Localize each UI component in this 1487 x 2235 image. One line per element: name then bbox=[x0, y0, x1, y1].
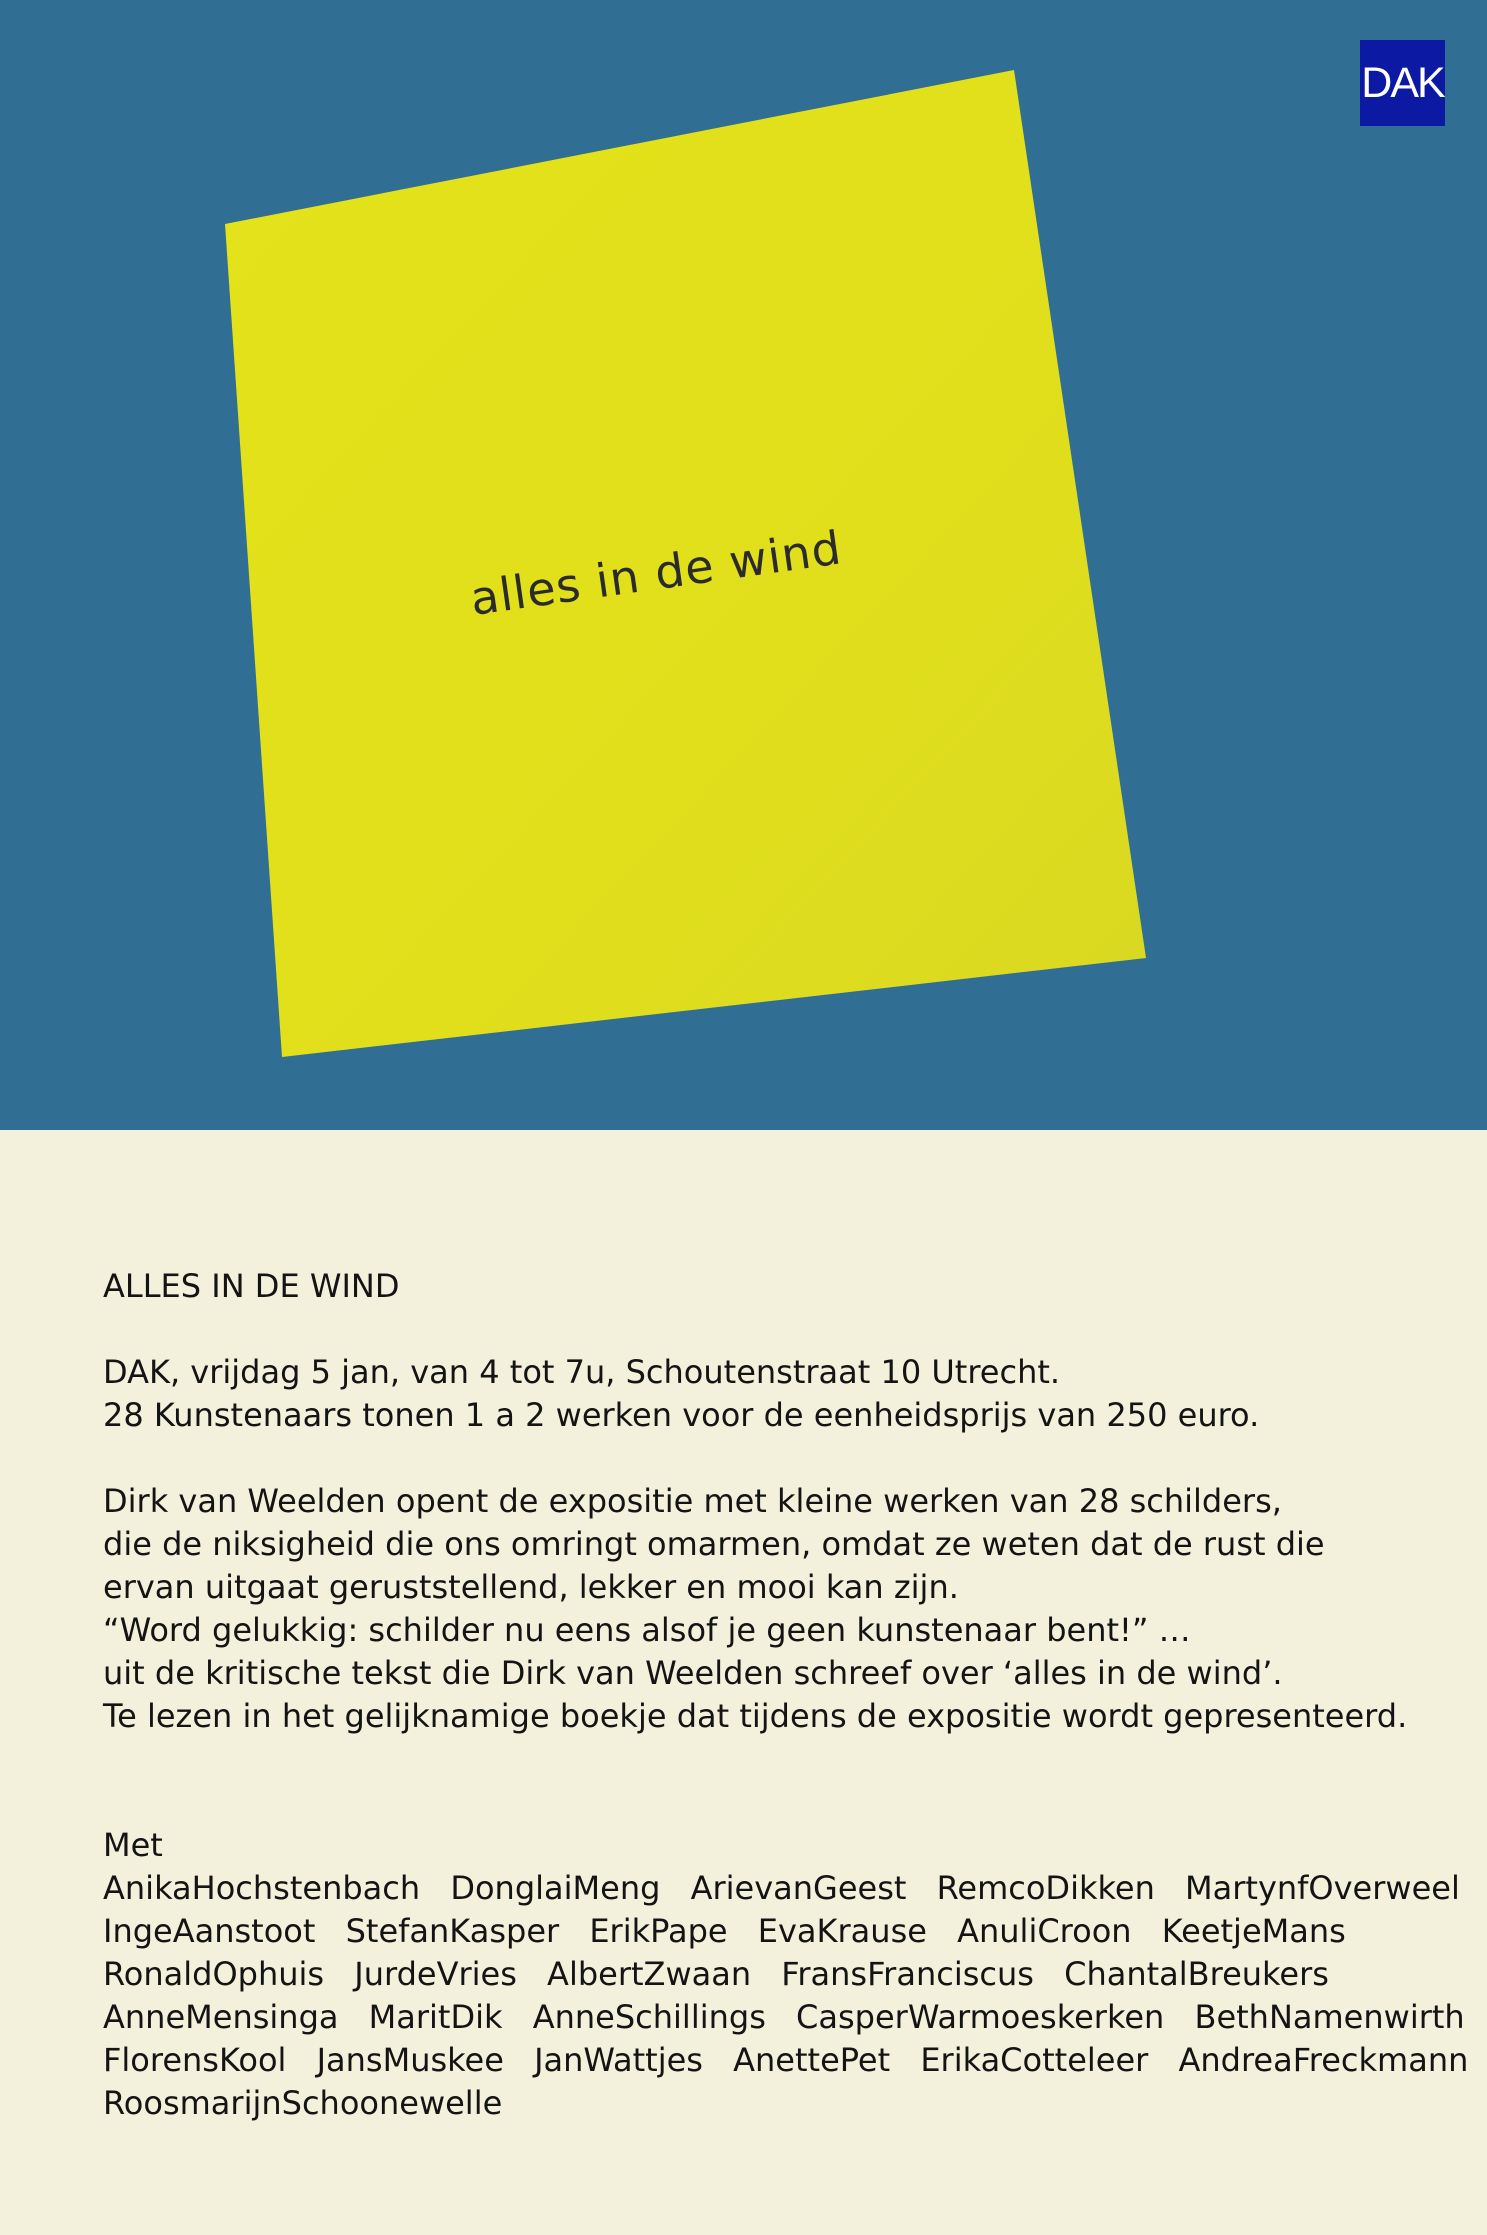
artist-name: MaritDik bbox=[368, 1998, 503, 2036]
artist-name: ChantalBreukers bbox=[1064, 1955, 1329, 1993]
body-line: ervan uitgaat geruststellend, lekker en mooi kan zijn. bbox=[103, 1568, 959, 1606]
artist-name: AnuliCroon bbox=[957, 1912, 1132, 1950]
artist-name: KeetjeMans bbox=[1161, 1912, 1346, 1950]
artist-name: ArievanGeest bbox=[690, 1869, 907, 1907]
artist-name: RoosmarijnSchoonewelle bbox=[103, 2084, 503, 2122]
artist-name: JanWattjes bbox=[534, 2041, 703, 2079]
artist-name: AnikaHochstenbach bbox=[103, 1869, 421, 1907]
book-title: alles in de wind bbox=[467, 520, 845, 626]
artist-name: JurdeVries bbox=[354, 1955, 517, 1993]
invitation-text bbox=[103, 1265, 1469, 2125]
artist-name: CasperWarmoeskerken bbox=[796, 1998, 1165, 2036]
artist-name: IngeAanstoot bbox=[103, 1912, 316, 1950]
body-line: Dirk van Weelden opent de expositie met kleine werken van 28 schilders, bbox=[103, 1482, 1282, 1520]
dak-logo: DAK bbox=[1360, 40, 1445, 126]
artist-name: AnneMensinga bbox=[103, 1998, 339, 2036]
artist-name: MartynfOverweel bbox=[1185, 1869, 1460, 1907]
artist-name: AnneSchillings bbox=[532, 1998, 766, 2036]
artist-name: BethNamenwirth bbox=[1194, 1998, 1465, 2036]
artist-name: StefanKasper bbox=[345, 1912, 560, 1950]
artist-name: RemcoDikken bbox=[936, 1869, 1155, 1907]
artist-name: EvaKrause bbox=[757, 1912, 927, 1950]
price-details: 28 Kunstenaars tonen 1 a 2 werken voor de eenheidsprijs van 250 euro. bbox=[103, 1396, 1260, 1434]
body-line: “Word gelukkig: schilder nu eens alsof je geen kunstenaar bent!” … bbox=[103, 1611, 1191, 1649]
artist-name: JansMuskee bbox=[316, 2041, 504, 2079]
body-line: die de niksigheid die ons omringt omarmen, omdat ze weten dat de rust die bbox=[103, 1525, 1325, 1563]
artist-name: AnettePet bbox=[733, 2041, 891, 2079]
event-details: DAK, vrijdag 5 jan, van 4 tot 7u, Schoutenstraat 10 Utrecht. bbox=[103, 1353, 1061, 1391]
artist-list bbox=[103, 1867, 1469, 2125]
title: ALLES IN DE WIND bbox=[103, 1267, 400, 1305]
body-line: uit de kritische tekst die Dirk van Weelden schreef over ‘alles in de wind’. bbox=[103, 1654, 1283, 1692]
artist-name: ErikaCotteleer bbox=[920, 2041, 1149, 2079]
body-line: Te lezen in het gelijknamige boekje dat tijdens de expositie wordt gepresenteerd. bbox=[103, 1697, 1408, 1735]
artist-name: RonaldOphuis bbox=[103, 1955, 325, 1993]
met-label: Met bbox=[103, 1826, 163, 1864]
artist-name: FlorensKool bbox=[103, 2041, 287, 2079]
artist-name: ErikPape bbox=[589, 1912, 728, 1950]
artist-name: DonglaiMeng bbox=[450, 1869, 661, 1907]
artist-name: AndreaFreckmann bbox=[1178, 2041, 1469, 2079]
artist-name: AlbertZwaan bbox=[547, 1955, 752, 1993]
artist-name: FransFranciscus bbox=[781, 1955, 1034, 1993]
